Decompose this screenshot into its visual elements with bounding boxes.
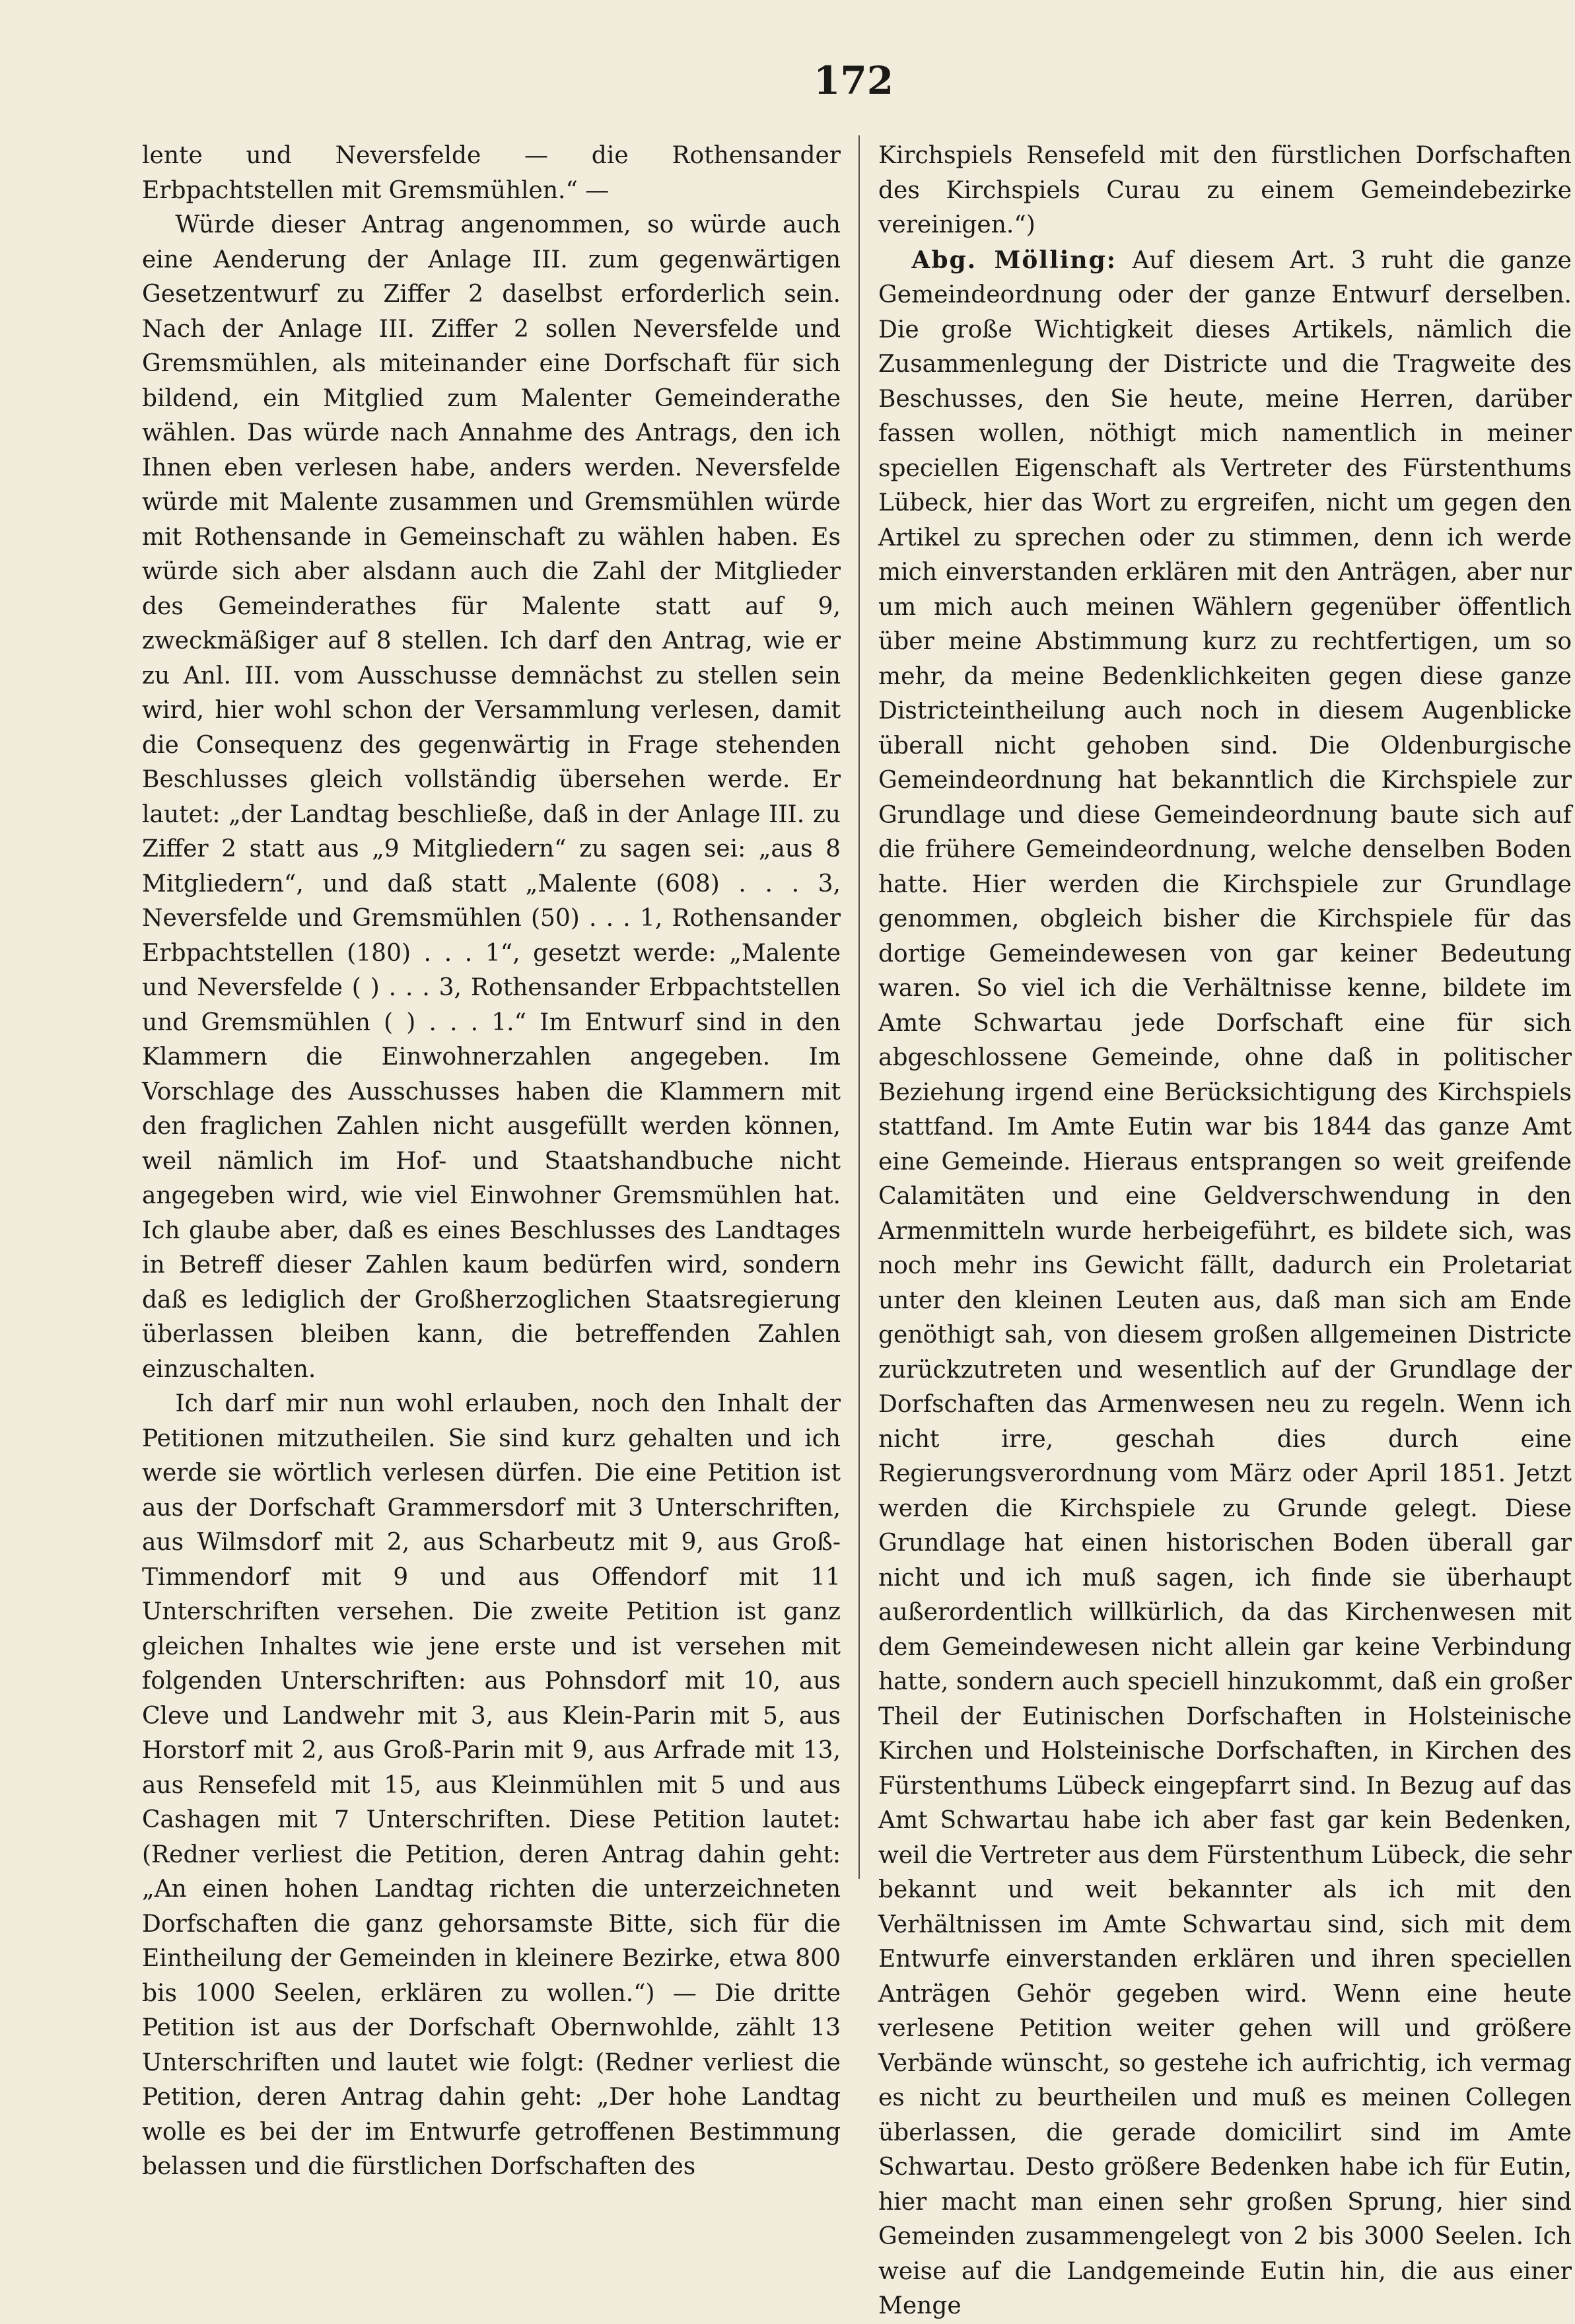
left-column bbox=[142, 139, 841, 2180]
column-divider bbox=[858, 135, 860, 1879]
paragraph-continuation: Kirchspiels Rensefeld mit den fürstlichen Dorfschaften des Kirchspiels Curau zu einem Gemeindebezirke vereinigen.“) bbox=[878, 142, 1572, 238]
speech-paragraph bbox=[878, 243, 1572, 2324]
bleed-through-footer bbox=[1281, 1935, 1290, 1965]
speaker-name: Abg. Mölling: bbox=[911, 246, 1117, 274]
right-column bbox=[878, 139, 1572, 2319]
paragraph: Würde dieser Antrag angenommen, so würde auch eine Aenderung der Anlage III. zum gegenwärtigen Gesetzentwurf zu Ziffer 2 daselbst erforderlich sein. Nach der Anlage III. Ziffer 2 sollen Neversfelde und Gremsmühlen, als miteinander eine Dorfschaft für sich bildend, ein Mitglied zum Malenter Gemeinderathe wählen. Das würde nach Annahme des Antrags, den ich Ihnen eben verlesen habe, anders werden. Neversfelde würde mit Malente zusammen und Gremsmühlen würde mit Rothensande in Gemeinschaft zu wählen haben. Es würde sich aber alsdann auch die Zahl der Mitglieder des Gemeinderathes für Malente statt auf 9, zweckmäßiger auf 8 stellen. Ich darf den Antrag, wie er zu Anl. III. vom Ausschusse demnächst zu stellen sein wird, hier wohl schon der Versammlung verlesen, damit die Consequenz des gegenwärtig in Frage stehenden Beschlusses gleich vollständig übersehen werde. Er lautet: „der Landtag beschließe, daß in der Anlage III. zu Ziffer 2 statt aus „9 Mitgliedern“ zu sagen sei: „aus 8 Mitgliedern“, und daß statt „Malente (608) . . . 3, Neversfelde und Gremsmühlen (50) . . . 1, Rothensander Erbpachtstellen (180) . . . 1“, gesetzt werde: „Malente und Neversfelde ( ) . . . 3, Rothensander Erbpachtstellen und Gremsmühlen ( ) . . . 1.“ Im Entwurf sind in den Klammern die Einwohnerzahlen angegeben. Im Vorschlage des Ausschusses haben die Klammern mit den fraglichen Zahlen nicht ausgefüllt werden können, weil nämlich im Hof- und Staatshandbuche nicht angegeben wird, wie viel Einwohner Gremsmühlen hat. Ich glaube aber, daß es eines Beschlusses des Landtages in Betreff dieser Zahlen kaum bedürfen wird, sondern daß es lediglich der Großherzoglichen Staatsregierung überlassen bleiben kann, die betreffenden Zahlen einzuschalten. bbox=[142, 211, 841, 1383]
page-number: 172 bbox=[814, 58, 894, 103]
paragraph: Ich darf mir nun wohl erlauben, noch den Inhalt der Petitionen mitzutheilen. Sie sind kurz gehalten und ich werde sie wörtlich verlesen dürfen. Die eine Petition ist aus der Dorfschaft Grammersdorf mit 3 Unterschriften, aus Wilmsdorf mit 2, aus Scharbeutz mit 9, aus Groß-Timmendorf mit 9 und aus Offendorf mit 11 Unterschriften versehen. Die zweite Petition ist ganz gleichen Inhaltes wie jene erste und ist versehen mit folgenden Unterschriften: aus Pohnsdorf mit 10, aus Cleve und Landwehr mit 3, aus Klein-Parin mit 5, aus Horstorf mit 2, aus Groß-Parin mit 9, aus Arfrade mit 13, aus Rensefeld mit 15, aus Kleinmühlen mit 5 und aus Cashagen mit 7 Unterschriften. Diese Petition lautet: (Redner verliest die Petition, deren Antrag dahin geht: „An einen hohen Landtag richten die unterzeichneten Dorfschaften die ganz gehorsamste Bitte, sich für die Eintheilung der Gemeinden in kleinere Bezirke, etwa 800 bis 1000 Seelen, erklären zu wollen.“) — Die dritte Petition ist aus der Dorfschaft Obernwohlde, zählt 13 Unterschriften und lautet wie folgt: (Redner verliest die Petition, deren Antrag dahin geht: „Der hohe Landtag wolle es bei der im Entwurfe getroffenen Bestimmung belassen und die fürstlichen Dorfschaften des bbox=[142, 1390, 841, 2180]
paragraph-continuation: lente und Neversfelde — die Rothensander Erbpachtstellen mit Gremsmühlen.“ — bbox=[142, 142, 841, 204]
speech-text: Auf diesem Art. 3 ruht die ganze Gemeindeordnung oder der ganze Entwurf derselben. Die große Wichtigkeit dieses Artikels, nämlich die Zusammenlegung der Districte und die Tragweite des Beschusses, den Sie heute, meine Herren, darüber fassen wollen, nöthigt mich namentlich in meiner speciellen Eigenschaft als Vertreter des Fürstenthums Lübeck, hier das Wort zu ergreifen, nicht um gegen den Artikel zu sprechen oder zu stimmen, denn ich werde mich einverstanden erklären mit den Anträgen, aber nur um mich auch meinen Wählern gegenüber öffentlich über meine Abstimmung kurz zu rechtfertigen, um so mehr, da meine Bedenklichkeiten gegen diese ganze Districteintheilung auch noch in diesem Augenblicke überall nicht gehoben sind. Die Oldenburgische Gemeindeordnung hat bekanntlich die Kirchspiele zur Grundlage und diese Gemeindeordnung baute sich auf die frühere Gemeindeordnung, welche denselben Boden hatte. Hier werden die Kirchspiele zur Grundlage genommen, obgleich bisher die Kirchspiele für das dortige Gemeindewesen von gar keiner Bedeutung waren. So viel ich die Verhältnisse kenne, bildete im Amte Schwartau jede Dorfschaft eine für sich abgeschlossene Gemeinde, ohne daß in politischer Beziehung irgend eine Berücksichtigung des Kirchspiels stattfand. Im Amte Eutin war bis 1844 das ganze Amt eine Gemeinde. Hieraus entsprangen so weit greifende Calamitäten und eine Geldverschwendung in den Armenmitteln wurde herbeigeführt, es bildete sich, was noch mehr ins Gewicht fällt, dadurch ein Proletariat unter den kleinen Leuten aus, daß man sich am Ende genöthigt sah, von diesem großen allgemeinen Districte zurückzutreten und wesentlich auf der Grundlage der Dorfschaften das Armenwesen neu zu regeln. Wenn ich nicht irre, geschah dies durch eine Regierungsverordnung vom März oder April 1851. Jetzt werden die Kirchspiele zu Grunde gelegt. Diese Grundlage hat einen historischen Boden überall gar nicht und ich muß sagen, ich finde sie überhaupt außerordentlich willkürlich, da das Kirchenwesen mit dem Gemeindewesen nicht allein gar keine Verbindung hatte, sondern auch speciell hinzukommt, daß ein großer Theil der Eutinischen Dorfschaften in Holsteinische Kirchen und Holsteinische Dorfschaften, in Kirchen des Fürstenthums Lübeck eingepfarrt sind. In Bezug auf das Amt Schwartau habe ich aber fast gar kein Bedenken, weil die Vertreter aus dem Fürstenthum Lübeck, die sehr bekannt und weit bekannter als ich mit den Verhältnissen im Amte Schwartau sind, sich mit dem Entwurfe einverstanden erklären und ihren speciellen Anträgen Gehör gegeben wird. Wenn eine heute verlesene Petition weiter gehen will und größere Verbände wünscht, so gestehe ich aufrichtig, ich vermag es nicht zu beurtheilen und muß es meinen Collegen überlassen, die gerade domicilirt sind im Amte Schwartau. Desto größere Bedenken habe ich für Eutin, hier macht man einen sehr großen Sprung, hier sind Gemeinden zusammengelegt von 2 bis 3000 Seelen. Ich weise auf die Landgemeinde Eutin hin, die aus einer Menge bbox=[878, 246, 1572, 2319]
